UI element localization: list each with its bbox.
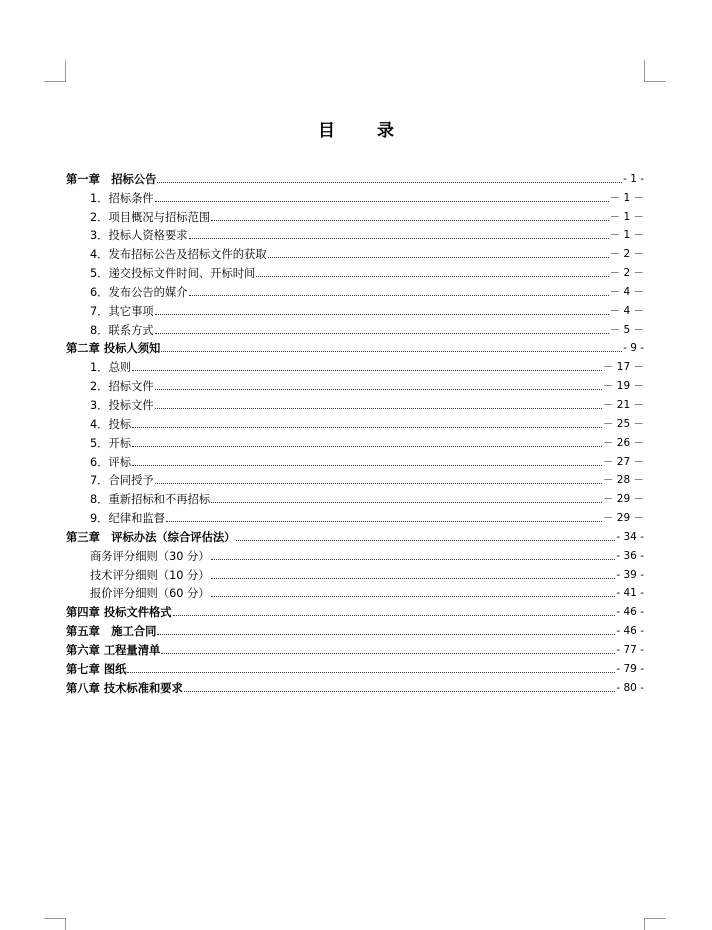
- toc-dot-leader: [211, 219, 608, 221]
- crop-mark-bottom-left-h: [44, 918, 66, 919]
- toc-section-entry[interactable]: [66, 544, 644, 563]
- toc-entry-label: 3．投标文件: [90, 398, 154, 412]
- toc-dot-leader: [155, 332, 609, 334]
- toc-section-entry[interactable]: [66, 563, 644, 582]
- toc-entry-label: 3．投标人资格要求: [90, 229, 188, 243]
- toc-chapter-entry[interactable]: [66, 167, 644, 186]
- toc-entry-label: 2．项目概况与招标范围: [90, 210, 211, 224]
- toc-page-number: － 17 －: [602, 361, 644, 374]
- crop-mark-bottom-left-v: [65, 918, 66, 930]
- toc-dot-leader: [132, 426, 602, 428]
- toc-page-number: - 80 -: [616, 681, 644, 694]
- toc-dot-leader: [132, 464, 602, 466]
- toc-dot-leader: [184, 690, 615, 692]
- toc-dot-leader: [132, 445, 602, 447]
- toc-section-entry[interactable]: [66, 242, 644, 261]
- crop-mark-top-right-h: [644, 81, 666, 82]
- toc-entry-label: 第三章 评标办法（综合评估法）: [66, 530, 236, 544]
- toc-page-number: － 2 －: [609, 267, 644, 280]
- toc-page-number: － 28 －: [602, 474, 644, 487]
- table-of-contents: [66, 167, 644, 695]
- toc-section-entry[interactable]: [66, 355, 644, 374]
- toc-section-entry[interactable]: [66, 450, 644, 469]
- toc-page-number: - 79 -: [616, 662, 644, 675]
- toc-chapter-entry[interactable]: [66, 676, 644, 695]
- toc-page-number: － 1 －: [609, 210, 644, 223]
- toc-entry-label: 第四章 投标文件格式: [66, 606, 172, 620]
- toc-page-number: - 41 -: [616, 587, 644, 600]
- toc-page-number: － 2 －: [609, 248, 644, 261]
- toc-page-number: - 39 -: [616, 568, 644, 581]
- toc-section-entry[interactable]: [66, 261, 644, 280]
- toc-dot-leader: [256, 275, 608, 277]
- toc-page-number: － 4 －: [609, 285, 644, 298]
- toc-dot-leader: [236, 539, 615, 541]
- toc-entry-label: 第一章 招标公告: [66, 172, 157, 186]
- toc-section-entry[interactable]: [66, 469, 644, 488]
- toc-page-number: - 77 -: [616, 643, 644, 656]
- toc-entry-label: 9．纪律和监督: [90, 512, 165, 526]
- toc-entry-label: 1．招标条件: [90, 191, 154, 205]
- toc-section-entry[interactable]: [66, 186, 644, 205]
- toc-dot-leader: [189, 294, 609, 296]
- toc-entry-label: 第七章 图纸: [66, 662, 127, 676]
- toc-page-number: － 1 －: [609, 191, 644, 204]
- toc-entry-label: 2．招标文件: [90, 380, 154, 394]
- toc-page-number: － 25 －: [602, 417, 644, 430]
- toc-dot-leader: [161, 350, 622, 352]
- toc-entry-label: 5．开标: [90, 436, 132, 450]
- toc-chapter-entry[interactable]: [66, 638, 644, 657]
- toc-dot-leader: [211, 501, 602, 503]
- toc-entry-label: 第八章 技术标准和要求: [66, 681, 183, 695]
- toc-page-number: － 29 －: [602, 493, 644, 506]
- toc-dot-leader: [211, 595, 616, 597]
- toc-page-number: － 29 －: [602, 512, 644, 525]
- toc-entry-label: 5．递交投标文件时间、开标时间: [90, 267, 256, 281]
- toc-page-number: － 26 －: [602, 436, 644, 449]
- toc-chapter-entry[interactable]: [66, 525, 644, 544]
- toc-entry-label: 4．发布招标公告及招标文件的获取: [90, 248, 267, 262]
- toc-dot-leader: [211, 577, 616, 579]
- toc-section-entry[interactable]: [66, 506, 644, 525]
- toc-page-number: - 1 -: [623, 172, 644, 185]
- toc-entry-label: 4．投标: [90, 417, 132, 431]
- toc-dot-leader: [127, 671, 615, 673]
- toc-entry-label: 第六章 工程量清单: [66, 643, 161, 657]
- toc-section-entry[interactable]: [66, 431, 644, 450]
- toc-section-entry[interactable]: [66, 412, 644, 431]
- toc-dot-leader: [155, 482, 602, 484]
- toc-section-entry[interactable]: [66, 224, 644, 243]
- toc-section-entry[interactable]: [66, 582, 644, 601]
- crop-mark-top-right-v: [644, 60, 645, 82]
- toc-page-number: - 34 -: [616, 530, 644, 543]
- toc-dot-leader: [157, 181, 622, 183]
- toc-page-number: - 36 -: [616, 549, 644, 562]
- toc-dot-leader: [155, 388, 602, 390]
- toc-dot-leader: [155, 200, 609, 202]
- toc-entry-label: 第五章 施工合同: [66, 625, 157, 639]
- crop-mark-bottom-right-h: [644, 918, 666, 919]
- toc-section-entry[interactable]: [66, 487, 644, 506]
- toc-dot-leader: [211, 558, 616, 560]
- toc-page-number: - 46 -: [616, 625, 644, 638]
- toc-dot-leader: [173, 614, 616, 616]
- toc-chapter-entry[interactable]: [66, 337, 644, 356]
- toc-section-entry[interactable]: [66, 374, 644, 393]
- toc-dot-leader: [157, 633, 615, 635]
- toc-section-entry[interactable]: [66, 318, 644, 337]
- toc-section-entry[interactable]: [66, 280, 644, 299]
- toc-dot-leader: [268, 256, 609, 258]
- toc-entry-label: 6．评标: [90, 455, 132, 469]
- toc-dot-leader: [155, 407, 602, 409]
- toc-entry-label: 8．重新招标和不再招标: [90, 493, 211, 507]
- toc-entry-label: 7．其它事项: [90, 304, 154, 318]
- toc-page-number: - 9 -: [623, 342, 644, 355]
- toc-entry-label: 7．合同授予: [90, 474, 154, 488]
- toc-dot-leader: [161, 652, 615, 654]
- crop-mark-top-left-v: [65, 60, 66, 82]
- toc-entry-label: 6．发布公告的媒介: [90, 285, 188, 299]
- crop-mark-bottom-right-v: [644, 918, 645, 930]
- toc-page-number: － 1 －: [609, 229, 644, 242]
- toc-entry-label: 8．联系方式: [90, 323, 154, 337]
- toc-chapter-entry[interactable]: [66, 657, 644, 676]
- toc-page-number: - 46 -: [616, 606, 644, 619]
- toc-dot-leader: [189, 237, 609, 239]
- toc-chapter-entry[interactable]: [66, 600, 644, 619]
- toc-entry-label: 技术评分细则（10 分）: [90, 568, 210, 582]
- toc-entry-label: 商务评分细则（30 分）: [90, 549, 210, 563]
- toc-section-entry[interactable]: [66, 205, 644, 224]
- toc-page-number: － 5 －: [609, 323, 644, 336]
- page-title: 目 录: [318, 121, 412, 141]
- toc-page-number: － 21 －: [602, 398, 644, 411]
- toc-entry-label: 报价评分细则（60 分）: [90, 587, 210, 601]
- toc-entry-label: 第二章 投标人须知: [66, 342, 161, 356]
- toc-section-entry[interactable]: [66, 299, 644, 318]
- toc-page-number: － 27 －: [602, 455, 644, 468]
- toc-chapter-entry[interactable]: [66, 619, 644, 638]
- crop-mark-top-left-h: [44, 81, 66, 82]
- toc-dot-leader: [132, 369, 602, 371]
- toc-section-entry[interactable]: [66, 393, 644, 412]
- toc-dot-leader: [155, 313, 609, 315]
- toc-entry-label: 1．总则: [90, 361, 132, 375]
- toc-dot-leader: [166, 520, 602, 522]
- toc-page-number: － 4 －: [609, 304, 644, 317]
- toc-page-number: － 19 －: [602, 380, 644, 393]
